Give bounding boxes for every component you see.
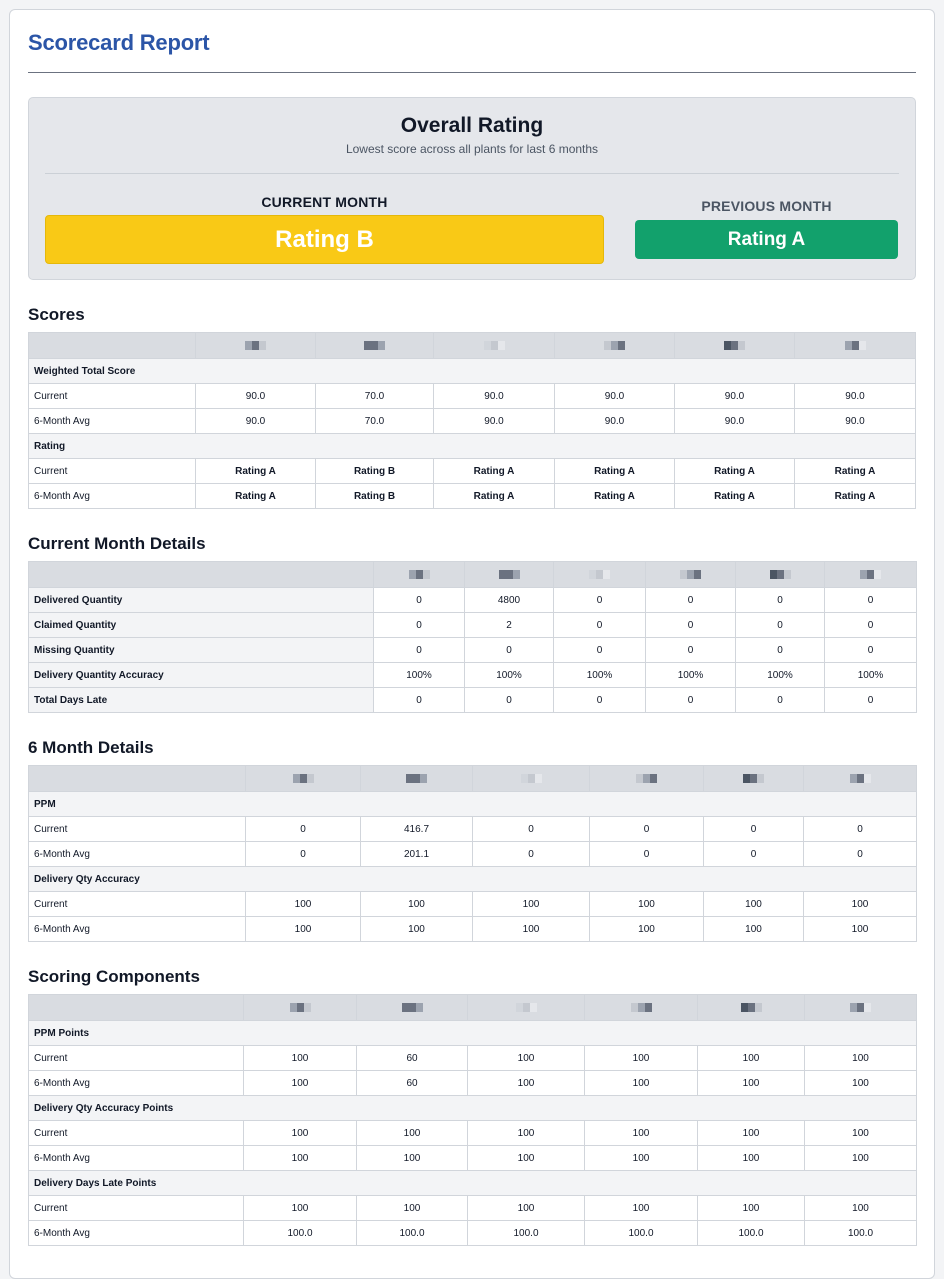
value-cell: 100%: [374, 663, 465, 688]
plant-column-header: [736, 562, 825, 588]
plant-column-header: [804, 766, 917, 792]
value-cell: Rating A: [434, 484, 555, 509]
value-cell: Rating B: [316, 459, 434, 484]
value-cell: Rating A: [555, 484, 675, 509]
redacted-plant-name: [484, 341, 505, 350]
value-cell: 100: [805, 1071, 917, 1096]
table-row: [29, 917, 917, 942]
row-label: Claimed Quantity: [29, 613, 374, 638]
value-cell: 0: [646, 688, 736, 713]
table-group-row: [29, 359, 916, 384]
value-cell: 100: [357, 1196, 468, 1221]
row-label: Current: [29, 817, 246, 842]
table-row: [29, 1196, 917, 1221]
row-label: 6-Month Avg: [29, 1071, 244, 1096]
value-cell: 90.0: [675, 384, 795, 409]
scores-section-title: Scores: [28, 305, 85, 324]
six-month-details-table: [28, 765, 917, 942]
plant-column-header: [805, 995, 917, 1021]
value-cell: 100: [361, 917, 473, 942]
value-cell: 100: [244, 1146, 357, 1171]
redacted-plant-name: [589, 570, 610, 579]
scorecard-card: [9, 9, 935, 1279]
plant-column-header: [825, 562, 917, 588]
value-cell: 100: [244, 1196, 357, 1221]
plant-column-header: [196, 333, 316, 359]
value-cell: 100: [585, 1121, 698, 1146]
group-label: PPM Points: [29, 1021, 917, 1046]
value-cell: 100%: [736, 663, 825, 688]
redacted-plant-name: [245, 341, 266, 350]
plant-column-header: [698, 995, 805, 1021]
value-cell: 100%: [646, 663, 736, 688]
value-cell: 0: [246, 842, 361, 867]
value-cell: 201.1: [361, 842, 473, 867]
table-row: [29, 638, 917, 663]
header-corner-cell: [29, 995, 244, 1021]
table-row: [29, 663, 917, 688]
value-cell: 0: [646, 613, 736, 638]
title-divider: [28, 72, 916, 73]
value-cell: 100: [473, 917, 590, 942]
value-cell: 100: [698, 1146, 805, 1171]
value-cell: 0: [736, 688, 825, 713]
value-cell: 100%: [825, 663, 917, 688]
table-group-row: [29, 792, 917, 817]
row-label: 6-Month Avg: [29, 1146, 244, 1171]
value-cell: 70.0: [316, 409, 434, 434]
value-cell: 0: [825, 588, 917, 613]
redacted-plant-name: [631, 1003, 652, 1012]
plant-column-header: [795, 333, 916, 359]
plant-column-header: [374, 562, 465, 588]
plant-column-header: [357, 995, 468, 1021]
value-cell: 0: [590, 817, 704, 842]
value-cell: 100.0: [468, 1221, 585, 1246]
page-title: Scorecard Report: [28, 30, 210, 55]
redacted-plant-name: [402, 1003, 423, 1012]
row-label: 6-Month Avg: [29, 484, 196, 509]
value-cell: 100: [804, 917, 917, 942]
group-label: Rating: [29, 434, 916, 459]
value-cell: 100.0: [357, 1221, 468, 1246]
redacted-plant-name: [724, 341, 745, 350]
value-cell: 100: [468, 1146, 585, 1171]
plant-column-header: [465, 562, 554, 588]
value-cell: 0: [736, 588, 825, 613]
table-group-row: [29, 867, 917, 892]
current-month-details-title: Current Month Details: [28, 534, 206, 553]
value-cell: 100: [361, 892, 473, 917]
value-cell: 0: [374, 613, 465, 638]
value-cell: 100.0: [698, 1221, 805, 1246]
row-label: Missing Quantity: [29, 638, 374, 663]
value-cell: 0: [473, 842, 590, 867]
row-label: Current: [29, 1196, 244, 1221]
value-cell: 90.0: [434, 409, 555, 434]
overall-rating-subtitle: Lowest score across all plants for last 6 months: [345, 142, 599, 156]
redacted-plant-name: [604, 341, 625, 350]
value-cell: 100: [704, 892, 804, 917]
value-cell: 90.0: [196, 384, 316, 409]
value-cell: 90.0: [555, 409, 675, 434]
value-cell: 100: [246, 892, 361, 917]
value-cell: 416.7: [361, 817, 473, 842]
redacted-plant-name: [743, 774, 764, 783]
plant-column-header: [646, 562, 736, 588]
value-cell: 100: [357, 1146, 468, 1171]
table-row: [29, 384, 916, 409]
header-corner-cell: [29, 562, 374, 588]
value-cell: 90.0: [555, 384, 675, 409]
plant-column-header: [468, 995, 585, 1021]
value-cell: 60: [357, 1046, 468, 1071]
value-cell: 0: [465, 638, 554, 663]
value-cell: 0: [704, 817, 804, 842]
value-cell: 100%: [465, 663, 554, 688]
value-cell: 0: [374, 688, 465, 713]
redacted-plant-name: [499, 570, 520, 579]
value-cell: 100: [805, 1146, 917, 1171]
row-label: Delivered Quantity: [29, 588, 374, 613]
value-cell: 100.0: [244, 1221, 357, 1246]
table-row: [29, 1121, 917, 1146]
value-cell: 100: [704, 917, 804, 942]
value-cell: 0: [374, 588, 465, 613]
redacted-plant-name: [364, 341, 385, 350]
redacted-plant-name: [741, 1003, 762, 1012]
plant-column-header: [555, 333, 675, 359]
value-cell: 100: [805, 1046, 917, 1071]
redacted-plant-name: [770, 570, 791, 579]
group-label: Delivery Qty Accuracy: [29, 867, 917, 892]
value-cell: 100: [585, 1196, 698, 1221]
plant-column-header: [704, 766, 804, 792]
value-cell: 100: [468, 1196, 585, 1221]
redacted-plant-name: [636, 774, 657, 783]
overall-rating-divider: [45, 173, 899, 174]
plant-column-header: [434, 333, 555, 359]
value-cell: 100: [698, 1071, 805, 1096]
value-cell: 0: [825, 613, 917, 638]
redacted-plant-name: [680, 570, 701, 579]
row-label: 6-Month Avg: [29, 409, 196, 434]
value-cell: 0: [646, 588, 736, 613]
previous-month-label: PREVIOUS MONTH: [701, 198, 832, 214]
plant-column-header: [316, 333, 434, 359]
value-cell: Rating A: [675, 459, 795, 484]
table-row: [29, 1071, 917, 1096]
value-cell: 100: [246, 917, 361, 942]
redacted-plant-name: [409, 570, 430, 579]
plant-column-header: [244, 995, 357, 1021]
value-cell: Rating A: [795, 484, 916, 509]
plant-column-header: [473, 766, 590, 792]
table-row: [29, 817, 917, 842]
current-month-rating-badge: Rating B: [45, 215, 604, 264]
value-cell: 100: [244, 1046, 357, 1071]
value-cell: 0: [646, 638, 736, 663]
table-row: [29, 588, 917, 613]
value-cell: 100: [585, 1071, 698, 1096]
value-cell: 100: [468, 1046, 585, 1071]
value-cell: 100: [698, 1121, 805, 1146]
redacted-plant-name: [406, 774, 427, 783]
value-cell: 100: [590, 917, 704, 942]
scoring-components-table: [28, 994, 917, 1246]
table-group-row: [29, 1021, 917, 1046]
value-cell: 90.0: [196, 409, 316, 434]
value-cell: 0: [554, 638, 646, 663]
value-cell: 0: [736, 638, 825, 663]
value-cell: 100: [805, 1121, 917, 1146]
value-cell: 60: [357, 1071, 468, 1096]
value-cell: 70.0: [316, 384, 434, 409]
value-cell: 100: [244, 1071, 357, 1096]
header-corner-cell: [29, 766, 246, 792]
value-cell: 0: [825, 638, 917, 663]
group-label: PPM: [29, 792, 917, 817]
row-label: Current: [29, 1121, 244, 1146]
table-row: [29, 688, 917, 713]
row-label: 6-Month Avg: [29, 917, 246, 942]
value-cell: 0: [554, 688, 646, 713]
redacted-plant-name: [293, 774, 314, 783]
scores-table: [28, 332, 916, 509]
redacted-plant-name: [850, 774, 871, 783]
table-row: [29, 1146, 917, 1171]
table-row: [29, 484, 916, 509]
row-label: Current: [29, 459, 196, 484]
table-group-row: [29, 1171, 917, 1196]
value-cell: 0: [465, 688, 554, 713]
table-row: [29, 1221, 917, 1246]
group-label: Delivery Qty Accuracy Points: [29, 1096, 917, 1121]
plant-column-header: [585, 995, 698, 1021]
value-cell: 100: [590, 892, 704, 917]
value-cell: Rating A: [795, 459, 916, 484]
value-cell: 90.0: [434, 384, 555, 409]
redacted-plant-name: [516, 1003, 537, 1012]
plant-column-header: [554, 562, 646, 588]
plant-column-header: [246, 766, 361, 792]
value-cell: Rating A: [196, 459, 316, 484]
value-cell: 0: [825, 688, 917, 713]
table-row: [29, 459, 916, 484]
value-cell: 100.0: [805, 1221, 917, 1246]
value-cell: 0: [804, 817, 917, 842]
table-row: [29, 1046, 917, 1071]
scoring-components-title: Scoring Components: [28, 967, 200, 986]
value-cell: Rating A: [675, 484, 795, 509]
value-cell: 0: [554, 613, 646, 638]
redacted-plant-name: [521, 774, 542, 783]
value-cell: Rating B: [316, 484, 434, 509]
group-label: Weighted Total Score: [29, 359, 916, 384]
row-label: Current: [29, 892, 246, 917]
value-cell: 90.0: [795, 409, 916, 434]
value-cell: 0: [590, 842, 704, 867]
value-cell: 0: [246, 817, 361, 842]
row-label: 6-Month Avg: [29, 1221, 244, 1246]
value-cell: 100.0: [585, 1221, 698, 1246]
header-corner-cell: [29, 333, 196, 359]
value-cell: 100: [698, 1196, 805, 1221]
table-row: [29, 613, 917, 638]
current-month-label: CURRENT MONTH: [261, 194, 388, 210]
value-cell: 100%: [554, 663, 646, 688]
redacted-plant-name: [850, 1003, 871, 1012]
plant-column-header: [590, 766, 704, 792]
value-cell: 100: [473, 892, 590, 917]
value-cell: 0: [374, 638, 465, 663]
previous-month-rating-badge: Rating A: [635, 220, 898, 259]
value-cell: 0: [804, 842, 917, 867]
value-cell: 90.0: [795, 384, 916, 409]
row-label: Current: [29, 384, 196, 409]
value-cell: 100: [585, 1046, 698, 1071]
table-row: [29, 892, 917, 917]
value-cell: Rating A: [555, 459, 675, 484]
current-month-details-table: [28, 561, 917, 713]
table-group-row: [29, 1096, 917, 1121]
value-cell: 100: [698, 1046, 805, 1071]
group-label: Delivery Days Late Points: [29, 1171, 917, 1196]
value-cell: Rating A: [196, 484, 316, 509]
table-row: [29, 409, 916, 434]
value-cell: 0: [736, 613, 825, 638]
value-cell: 100: [585, 1146, 698, 1171]
value-cell: 2: [465, 613, 554, 638]
row-label: Current: [29, 1046, 244, 1071]
redacted-plant-name: [290, 1003, 311, 1012]
value-cell: 100: [468, 1071, 585, 1096]
value-cell: Rating A: [434, 459, 555, 484]
value-cell: 0: [704, 842, 804, 867]
value-cell: 90.0: [675, 409, 795, 434]
six-month-details-title: 6 Month Details: [28, 738, 154, 757]
redacted-plant-name: [845, 341, 866, 350]
value-cell: 0: [473, 817, 590, 842]
table-group-row: [29, 434, 916, 459]
value-cell: 100: [244, 1121, 357, 1146]
value-cell: 100: [357, 1121, 468, 1146]
overall-rating-title: Overall Rating: [400, 114, 544, 137]
row-label: 6-Month Avg: [29, 842, 246, 867]
value-cell: 100: [805, 1196, 917, 1221]
value-cell: 4800: [465, 588, 554, 613]
row-label: Total Days Late: [29, 688, 374, 713]
value-cell: 100: [468, 1121, 585, 1146]
plant-column-header: [675, 333, 795, 359]
redacted-plant-name: [860, 570, 881, 579]
row-label: Delivery Quantity Accuracy: [29, 663, 374, 688]
value-cell: 100: [804, 892, 917, 917]
value-cell: 0: [554, 588, 646, 613]
table-row: [29, 842, 917, 867]
plant-column-header: [361, 766, 473, 792]
overall-rating-panel: [28, 97, 916, 280]
